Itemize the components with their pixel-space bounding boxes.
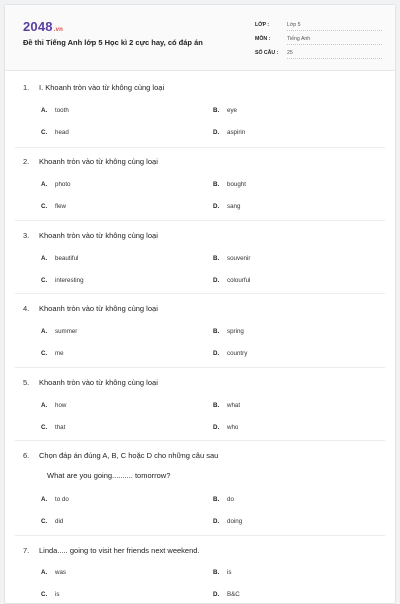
option-letter: C. bbox=[41, 518, 48, 525]
option-text: what bbox=[227, 402, 241, 409]
question-sentence: What are you going.......... tomorrow? bbox=[47, 471, 171, 480]
option-letter: D. bbox=[213, 591, 220, 598]
option-letter: B. bbox=[213, 569, 220, 576]
meta-value: Tiếng Anh bbox=[287, 36, 382, 45]
option-text: souvenir bbox=[227, 255, 251, 262]
option-text: spring bbox=[227, 328, 244, 335]
option-b[interactable] bbox=[213, 181, 246, 188]
option-b[interactable] bbox=[213, 496, 234, 503]
option-text: colourful bbox=[227, 277, 251, 284]
option-a[interactable] bbox=[41, 569, 66, 576]
option-letter: C. bbox=[41, 350, 48, 357]
option-text: how bbox=[55, 402, 67, 409]
option-letter: A. bbox=[41, 107, 48, 114]
option-text: country bbox=[227, 350, 248, 357]
option-text: sang bbox=[227, 203, 241, 210]
option-text: to do bbox=[55, 496, 69, 503]
option-a[interactable] bbox=[41, 255, 78, 262]
option-text: who bbox=[227, 424, 239, 431]
option-a[interactable] bbox=[41, 107, 69, 114]
option-letter: B. bbox=[213, 255, 220, 262]
meta-row-count bbox=[255, 49, 385, 63]
option-c[interactable] bbox=[41, 129, 69, 136]
option-letter: D. bbox=[213, 350, 220, 357]
option-letter: D. bbox=[213, 203, 220, 210]
option-text: me bbox=[55, 350, 64, 357]
option-letter: C. bbox=[41, 277, 48, 284]
question-prompt: Chọn đáp án đúng A, B, C hoặc D cho những câu sau bbox=[39, 451, 219, 460]
question-divider bbox=[15, 535, 385, 536]
exam-title: Đề thi Tiếng Anh lớp 5 Học kì 2 cực hay, có đáp án bbox=[23, 38, 203, 47]
exam-header bbox=[5, 5, 395, 71]
option-text: photo bbox=[55, 181, 71, 188]
option-d[interactable] bbox=[213, 129, 245, 136]
option-letter: A. bbox=[41, 496, 48, 503]
option-c[interactable] bbox=[41, 591, 59, 598]
option-letter: A. bbox=[41, 402, 48, 409]
option-b[interactable] bbox=[213, 569, 231, 576]
question-number: 7. bbox=[23, 546, 30, 555]
option-text: summer bbox=[55, 328, 78, 335]
question-number: 3. bbox=[23, 231, 30, 240]
option-text: eye bbox=[227, 107, 237, 114]
question-text bbox=[23, 304, 158, 313]
option-c[interactable] bbox=[41, 518, 63, 525]
option-text: is bbox=[55, 591, 60, 598]
question-prompt: Linda..... going to visit her friends next weekend. bbox=[39, 546, 200, 555]
option-d[interactable] bbox=[213, 518, 242, 525]
logo-suffix: .vn bbox=[53, 27, 64, 33]
option-text: did bbox=[55, 518, 64, 525]
option-letter: B. bbox=[213, 328, 220, 335]
option-text: head bbox=[55, 129, 69, 136]
option-text: B&C bbox=[227, 591, 240, 598]
question-prompt: Khoanh tròn vào từ không cùng loại bbox=[39, 378, 158, 387]
option-text: doing bbox=[227, 518, 243, 525]
option-text: was bbox=[55, 569, 67, 576]
option-d[interactable] bbox=[213, 350, 247, 357]
question-divider bbox=[15, 147, 385, 148]
option-letter: A. bbox=[41, 255, 48, 262]
question-text bbox=[23, 231, 158, 240]
option-text: is bbox=[227, 569, 232, 576]
question-divider bbox=[15, 293, 385, 294]
meta-value: 25 bbox=[287, 50, 382, 59]
question-text bbox=[23, 451, 218, 460]
option-c[interactable] bbox=[41, 424, 65, 431]
option-b[interactable] bbox=[213, 107, 237, 114]
question-number: 5. bbox=[23, 378, 30, 387]
question-text bbox=[23, 83, 164, 92]
option-d[interactable] bbox=[213, 277, 250, 284]
logo-main: 2048 bbox=[23, 19, 53, 34]
option-b[interactable] bbox=[213, 255, 250, 262]
question-number: 1. bbox=[23, 83, 30, 92]
question-divider bbox=[15, 220, 385, 221]
option-a[interactable] bbox=[41, 496, 69, 503]
option-letter: B. bbox=[213, 496, 220, 503]
option-letter: A. bbox=[41, 569, 48, 576]
meta-label: LỚP : bbox=[255, 22, 270, 28]
question-prompt: I. Khoanh tròn vào từ không cùng loại bbox=[39, 83, 165, 92]
option-letter: C. bbox=[41, 203, 48, 210]
option-c[interactable] bbox=[41, 350, 64, 357]
question-number: 6. bbox=[23, 451, 30, 460]
option-letter: D. bbox=[213, 277, 220, 284]
question-prompt: Khoanh tròn vào từ không cùng loại bbox=[39, 157, 158, 166]
option-letter: C. bbox=[41, 591, 48, 598]
question-prompt: Khoanh tròn vào từ không cùng loại bbox=[39, 231, 158, 240]
option-text: bought bbox=[227, 181, 246, 188]
option-letter: D. bbox=[213, 518, 220, 525]
option-text: beautiful bbox=[55, 255, 79, 262]
option-letter: C. bbox=[41, 129, 48, 136]
option-text: that bbox=[55, 424, 66, 431]
meta-row-subject bbox=[255, 35, 385, 49]
option-text: flew bbox=[55, 203, 67, 210]
option-letter: D. bbox=[213, 129, 220, 136]
question-divider bbox=[15, 440, 385, 441]
question-text bbox=[23, 378, 158, 387]
option-text: tooth bbox=[55, 107, 69, 114]
option-letter: B. bbox=[213, 402, 220, 409]
meta-value: Lớp 5 bbox=[287, 22, 382, 31]
option-c[interactable] bbox=[41, 203, 66, 210]
option-a[interactable] bbox=[41, 402, 66, 409]
option-b[interactable] bbox=[213, 402, 240, 409]
question-prompt: Khoanh tròn vào từ không cùng loại bbox=[39, 304, 158, 313]
option-letter: C. bbox=[41, 424, 48, 431]
option-letter: A. bbox=[41, 181, 48, 188]
option-a[interactable] bbox=[41, 328, 77, 335]
option-text: do bbox=[227, 496, 234, 503]
option-text: interesting bbox=[55, 277, 84, 284]
site-logo[interactable] bbox=[23, 19, 63, 34]
option-b[interactable] bbox=[213, 328, 244, 335]
option-c[interactable] bbox=[41, 277, 84, 284]
question-text bbox=[23, 546, 200, 555]
meta-row-class bbox=[255, 21, 385, 35]
option-d[interactable] bbox=[213, 203, 240, 210]
option-letter: B. bbox=[213, 107, 220, 114]
question-text bbox=[23, 157, 158, 166]
option-d[interactable] bbox=[213, 591, 240, 598]
meta-label: SỐ CÂU : bbox=[255, 50, 279, 56]
question-divider bbox=[15, 367, 385, 368]
question-number: 4. bbox=[23, 304, 30, 313]
option-text: aspirin bbox=[227, 129, 246, 136]
meta-label: MÔN : bbox=[255, 36, 271, 42]
exam-meta bbox=[255, 21, 385, 63]
option-letter: A. bbox=[41, 328, 48, 335]
exam-page bbox=[4, 4, 396, 604]
question-number: 2. bbox=[23, 157, 30, 166]
option-a[interactable] bbox=[41, 181, 70, 188]
option-letter: B. bbox=[213, 181, 220, 188]
option-letter: D. bbox=[213, 424, 220, 431]
option-d[interactable] bbox=[213, 424, 238, 431]
